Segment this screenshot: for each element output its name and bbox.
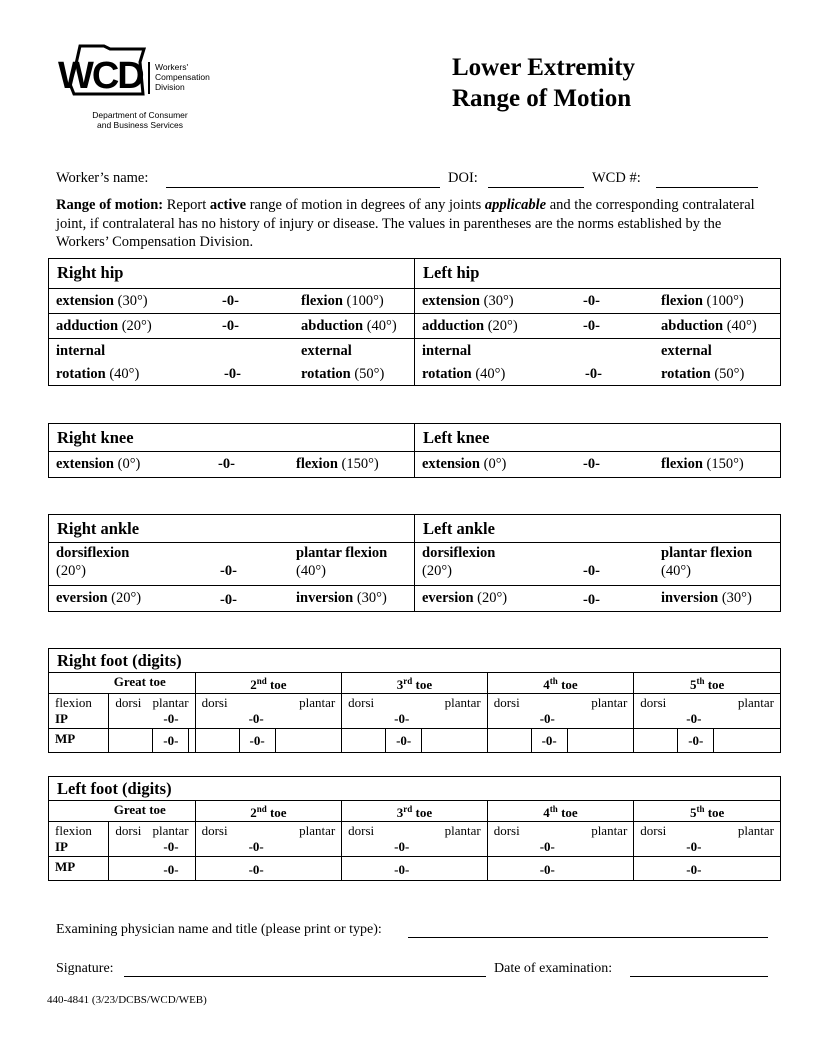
right-foot-heading: Right foot (digits) [49,649,781,673]
plantar-label: plantar [591,823,628,838]
zero-marker: -0- [240,729,276,752]
plantar-label: plantar [737,695,774,710]
left-knee-heading: Left knee [415,424,781,452]
zero-marker: -0- [539,862,555,877]
left-hip-adduction-norm: (20°) [484,318,518,334]
left-hip-external-norm: (50°) [710,366,745,382]
right-hip-external-label: external [301,343,352,359]
form-title [452,52,635,114]
zero-marker: -0- [163,839,179,854]
left-hip-extension-row[interactable] [415,289,780,313]
dorsi-label: dorsi [201,823,228,838]
left-ankle-dorsiflexion-label: dorsiflexion [422,545,496,561]
toe-ordinal-suffix: rd [403,804,413,814]
right-ankle-dorsiflexion-row[interactable] [49,543,414,585]
left-knee-extension-norm: (0°) [480,456,507,472]
plantar-label: plantar [152,695,189,710]
toe-word: toe [412,805,433,820]
left-ankle-eversion-label: eversion [422,590,474,606]
form-code: 440-4841 (3/23/DCBS/WCD/WEB) [47,994,207,1006]
toe-ordinal: 4 [543,805,550,820]
logo-agency-line2: Compensation [155,72,210,82]
right-hip-extension-label: extension [56,293,114,309]
plantar-label: plantar [152,823,189,838]
toe-word: toe [266,677,287,692]
right-hip-rotation-label-2: rotation [301,366,351,382]
logo-dept-line2: and Business Services [97,120,183,130]
right-3rd-toe-mp-cell[interactable] [342,729,488,753]
left-hip-external-label: external [661,343,712,359]
toe-ordinal-suffix: nd [256,804,267,814]
zero-marker: -0- [583,456,600,472]
right-knee-extension-norm: (0°) [114,456,141,472]
mp-row-label [49,857,109,881]
left-4th-toe-ip-cell[interactable] [487,822,634,857]
zero-marker: -0- [394,839,410,854]
left-ankle-inversion-norm: (30°) [718,590,752,606]
worker-name-label: Worker’s name: [56,170,149,186]
left-great-toe-header [49,801,196,822]
ip-row-label [49,822,109,857]
mp-label: MP [55,731,76,746]
zero-marker: -0- [686,839,702,854]
left-2nd-toe-header [195,801,342,822]
instructions-paragraph [56,196,766,252]
dorsi-label: dorsi [493,823,520,838]
ip-row-label [49,694,109,729]
right-ankle-inversion-norm: (30°) [353,590,387,606]
zero-marker: -0- [583,563,600,579]
right-knee-row[interactable] [49,452,414,477]
right-3rd-toe-header [342,673,488,694]
form-title-line1: Lower Extremity [452,54,636,81]
right-knee-extension-label: extension [56,456,114,472]
instructions-text2: range of motion in degrees of any joints [246,197,485,213]
toe-ordinal-suffix: th [696,676,705,686]
left-hip-extension-label: extension [422,293,480,309]
left-knee-extension-label: extension [422,456,480,472]
zero-marker: -0- [583,293,600,309]
right-4th-toe-mp-cell[interactable] [487,729,634,753]
right-ankle-eversion-label: eversion [56,590,108,606]
left-4th-toe-header [487,801,634,822]
zero-marker: -0- [163,711,179,726]
left-hip-internal-norm: (40°) [471,366,506,382]
physician-field[interactable] [408,922,768,938]
right-hip-internal-norm: (40°) [105,366,140,382]
left-ankle-plantar-norm: (40°) [661,563,691,579]
right-foot-digits-table [48,648,781,753]
right-ankle-dorsiflexion-label: dorsiflexion [56,545,130,561]
right-hip-abduction-label: abduction [301,318,364,334]
zero-marker: -0- [248,862,264,877]
zero-marker: -0- [686,862,702,877]
left-5th-toe-header [634,801,781,822]
form-title-line2: Range of Motion [452,85,632,112]
left-ankle-dorsiflexion-norm: (20°) [422,563,452,579]
zero-marker: -0- [153,729,189,752]
left-5th-toe-ip-cell[interactable] [634,822,781,857]
left-hip-adduction-row[interactable] [415,314,780,338]
left-hip-flexion-norm: (100°) [702,293,744,309]
right-great-toe-ip-cell[interactable] [109,694,195,729]
flexion-label: flexion [55,695,92,710]
right-hip-extension-row[interactable] [49,289,414,313]
left-3rd-toe-ip-cell[interactable] [342,822,488,857]
plantar-label: plantar [444,823,481,838]
right-knee-flexion-label: flexion [296,456,338,472]
logo-agency-line3: Division [155,82,185,92]
right-ankle-inversion-label: inversion [296,590,354,606]
right-4th-toe-ip-cell[interactable] [487,694,634,729]
signature-label: Signature: [56,961,114,976]
signature-field[interactable] [124,961,486,977]
exam-date-field[interactable] [630,961,768,977]
left-hip-heading: Left hip [415,259,781,289]
left-ankle-heading: Left ankle [415,515,781,543]
zero-marker: -0- [220,563,237,579]
instructions-text1: Report [163,197,210,213]
left-great-toe-ip-cell[interactable] [109,822,195,857]
right-knee-flexion-norm: (150°) [337,456,379,472]
plantar-label: plantar [737,823,774,838]
right-great-toe-header [49,673,196,694]
zero-marker: -0- [224,366,241,382]
left-3rd-toe-mp-cell[interactable] [342,857,488,881]
left-ankle-eversion-row[interactable] [415,586,780,611]
right-hip-flexion-label: flexion [301,293,343,309]
zero-marker: -0- [222,293,239,309]
toe-ordinal: 2 [250,805,257,820]
right-great-toe-mp-cell[interactable] [109,729,195,753]
zero-marker: -0- [686,711,702,726]
right-knee-heading: Right knee [49,424,415,452]
zero-marker: -0- [222,318,239,334]
toe-ordinal: 2 [250,677,257,692]
left-great-toe-mp-cell[interactable] [109,857,195,881]
doi-label: DOI: [448,170,478,186]
plantar-label: plantar [591,695,628,710]
toe-word: toe [412,677,433,692]
zero-marker: -0- [539,711,555,726]
dorsi-label: dorsi [115,823,142,838]
right-4th-toe-header [487,673,634,694]
instructions-text3: and the corresponding contralateral joint, if contralateral has no history of injury or disease. The values in parentheses are the norms established by the Workers’ Compensation Division. [56,197,755,250]
plantar-label: plantar [299,695,336,710]
right-hip-rotation-row[interactable] [49,339,414,385]
left-hip-rotation-row[interactable] [415,339,780,385]
toe-word: toe [266,805,287,820]
right-hip-adduction-norm: (20°) [118,318,152,334]
dorsi-label: dorsi [640,695,667,710]
right-ankle-plantar-label: plantar flexion [296,545,388,561]
toe-ordinal: 3 [396,805,404,820]
right-ankle-plantar-norm: (40°) [296,563,326,579]
plantar-label: plantar [444,695,481,710]
toe-ordinal: 5 [689,677,697,692]
zero-marker: -0- [163,862,179,877]
toe-ordinal-suffix: th [549,804,558,814]
right-5th-toe-mp-cell[interactable] [634,729,781,753]
right-hip-external-norm: (50°) [350,366,385,382]
zero-marker: -0- [539,839,555,854]
mp-label: MP [55,859,76,874]
left-hip-abduction-label: abduction [661,318,724,334]
right-hip-heading: Right hip [49,259,415,289]
right-ankle-dorsiflexion-norm: (20°) [56,563,86,579]
zero-marker: -0- [218,456,235,472]
toe-ordinal-suffix: th [696,804,705,814]
dorsi-label: dorsi [493,695,520,710]
zero-marker: -0- [386,729,422,752]
left-2nd-toe-mp-cell[interactable] [195,857,342,881]
exam-date-label: Date of examination: [494,961,613,976]
left-knee-row[interactable] [415,452,780,477]
toe-word: toe [557,677,578,692]
right-2nd-toe-mp-cell[interactable] [195,729,342,753]
left-5th-toe-mp-cell[interactable] [634,857,781,881]
left-2nd-toe-ip-cell[interactable] [195,822,342,857]
left-foot-digits-table [48,776,781,881]
zero-marker: -0- [220,592,237,608]
doi-field[interactable] [488,172,584,188]
left-hip-internal-label: internal [422,343,472,359]
toe-label: Great toe [113,674,166,689]
logo-agency-name [155,62,210,92]
dorsi-label: dorsi [348,823,375,838]
left-ankle-plantar-label: plantar flexion [661,545,753,561]
wcd-number-field[interactable] [656,172,758,188]
logo-divider [148,62,150,94]
logo-agency-line1: Workers' [155,62,189,72]
zero-marker: -0- [678,729,714,752]
right-2nd-toe-ip-cell[interactable] [195,694,342,729]
right-2nd-toe-header [195,673,342,694]
left-hip-flexion-label: flexion [661,293,703,309]
dorsi-label: dorsi [348,695,375,710]
zero-marker: -0- [532,729,568,752]
zero-marker: -0- [585,366,602,382]
right-5th-toe-ip-cell[interactable] [634,694,781,729]
left-3rd-toe-header [342,801,488,822]
left-ankle-eversion-norm: (20°) [473,590,508,606]
left-ankle-inversion-label: inversion [661,590,719,606]
right-hip-adduction-row[interactable] [49,314,414,338]
zero-marker: -0- [248,711,264,726]
zero-marker: -0- [394,862,410,877]
right-hip-abduction-norm: (40°) [363,318,397,334]
right-5th-toe-header [634,673,781,694]
right-hip-rotation-label: rotation [56,366,106,382]
toe-ordinal: 5 [689,805,697,820]
right-ankle-eversion-row[interactable] [49,586,414,611]
toe-label: Great toe [113,802,166,817]
left-hip-extension-norm: (30°) [480,293,514,309]
right-ankle-heading: Right ankle [49,515,415,543]
ip-label: IP [55,711,68,726]
logo-department [70,110,210,130]
toe-word: toe [704,677,725,692]
hip-table [48,258,781,386]
right-3rd-toe-ip-cell[interactable] [342,694,488,729]
toe-ordinal-suffix: rd [403,676,413,686]
right-hip-flexion-norm: (100°) [342,293,384,309]
left-foot-heading: Left foot (digits) [49,777,781,801]
left-ankle-dorsiflexion-row[interactable] [415,543,780,585]
ip-label: IP [55,839,68,854]
dorsi-label: dorsi [115,695,142,710]
logo-dept-line1: Department of Consumer [92,110,188,120]
toe-ordinal-suffix: nd [256,676,267,686]
dorsi-label: dorsi [640,823,667,838]
zero-marker: -0- [248,839,264,854]
wcd-logo-wordmark: WCD [58,55,143,97]
dorsi-label: dorsi [201,695,228,710]
ankle-table [48,514,781,612]
zero-marker: -0- [583,592,600,608]
mp-row-label [49,729,109,753]
wcd-number-label: WCD #: [592,170,641,186]
left-hip-adduction-label: adduction [422,318,485,334]
toe-ordinal-suffix: th [549,676,558,686]
toe-ordinal: 3 [396,677,404,692]
instructions-active: active [209,197,247,213]
worker-name-field[interactable] [166,172,440,188]
right-hip-internal-label: internal [56,343,106,359]
zero-marker: -0- [583,318,600,334]
instructions-lead: Range of motion: [56,197,164,213]
left-knee-flexion-norm: (150°) [702,456,744,472]
zero-marker: -0- [394,711,410,726]
left-hip-rotation-label: rotation [422,366,472,382]
left-knee-flexion-label: flexion [661,456,703,472]
left-hip-rotation-label-2: rotation [661,366,711,382]
right-ankle-eversion-norm: (20°) [107,590,142,606]
knee-table [48,423,781,478]
instructions-applicable: applicable [484,197,547,213]
left-hip-abduction-norm: (40°) [723,318,757,334]
right-hip-adduction-label: adduction [56,318,119,334]
toe-word: toe [557,805,578,820]
plantar-label: plantar [299,823,336,838]
toe-ordinal: 4 [543,677,550,692]
toe-word: toe [704,805,725,820]
left-4th-toe-mp-cell[interactable] [487,857,634,881]
flexion-label: flexion [55,823,92,838]
right-hip-extension-norm: (30°) [114,293,148,309]
physician-label: Examining physician name and title (please print or type): [56,922,382,937]
